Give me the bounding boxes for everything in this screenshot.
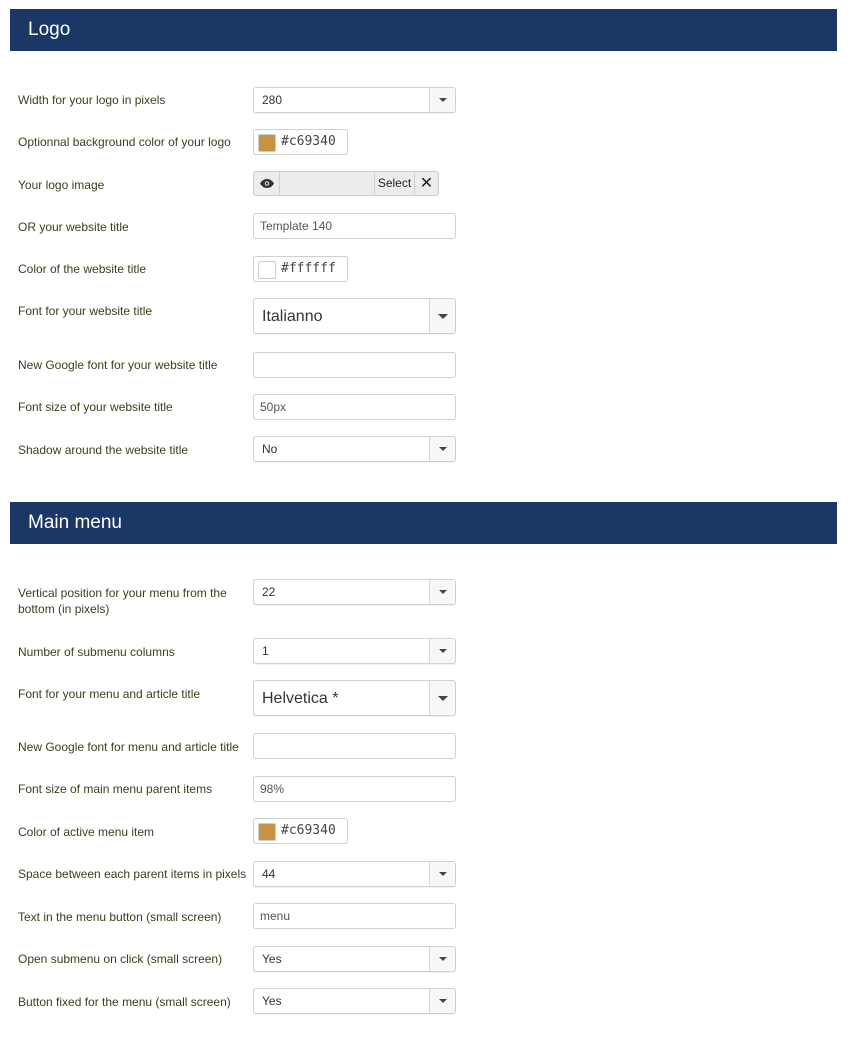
menu-google-font-label: New Google font for menu and article title <box>18 740 239 754</box>
logo-bg-color-row <box>18 129 838 155</box>
title-color-label: Color of the website title <box>18 262 147 276</box>
logo-width-select[interactable] <box>253 87 456 113</box>
submenu-on-click-label: Open submenu on click (small screen) <box>18 952 223 966</box>
parent-spacing-dropdown-toggle[interactable] <box>429 862 455 886</box>
menu-font-dropdown-toggle[interactable] <box>429 681 455 715</box>
active-color-value: #c69340 <box>281 823 336 838</box>
title-font-label: Font for your website title <box>18 304 153 318</box>
submenu-columns-dropdown-toggle[interactable] <box>429 639 455 663</box>
menu-font-select[interactable] <box>253 680 456 716</box>
caret-down-icon <box>438 696 448 701</box>
menu-vertical-position-value: 22 <box>262 585 276 599</box>
caret-down-icon <box>438 314 448 319</box>
button-fixed-dropdown-toggle[interactable] <box>429 989 455 1013</box>
title-color-value: #ffffff <box>281 261 336 276</box>
parent-font-size-label: Font size of main menu parent items <box>18 782 213 796</box>
eye-icon <box>260 179 274 188</box>
submenu-columns-label: Number of submenu columns <box>18 645 175 659</box>
menu-font-row <box>18 680 838 716</box>
button-fixed-label: Button fixed for the menu (small screen) <box>18 995 231 1009</box>
title-color-swatch[interactable] <box>258 261 276 279</box>
parent-spacing-label: Space between each parent items in pixels <box>18 867 247 881</box>
title-font-dropdown-toggle[interactable] <box>429 299 455 333</box>
active-color-label: Color of active menu item <box>18 825 155 839</box>
submenu-on-click-dropdown-toggle[interactable] <box>429 947 455 971</box>
menu-vertical-position-row <box>18 579 838 616</box>
caret-down-icon <box>439 590 447 594</box>
logo-width-value: 280 <box>262 93 283 107</box>
submenu-columns-value: 1 <box>262 644 269 658</box>
submenu-on-click-value: Yes <box>262 952 282 966</box>
caret-down-icon <box>439 999 447 1003</box>
logo-width-dropdown-toggle[interactable] <box>429 88 455 112</box>
logo-image-label: Your logo image <box>18 178 105 192</box>
submenu-on-click-select[interactable] <box>253 946 456 972</box>
parent-spacing-value: 44 <box>262 867 276 881</box>
logo-section-title: Logo <box>28 19 71 40</box>
title-shadow-dropdown-toggle[interactable] <box>429 437 455 461</box>
button-fixed-value: Yes <box>262 994 282 1008</box>
parent-spacing-select[interactable] <box>253 861 456 887</box>
caret-down-icon <box>439 98 447 102</box>
logo-image-row <box>18 171 838 196</box>
title-google-font-label: New Google font for your website title <box>18 358 218 372</box>
caret-down-icon <box>439 872 447 876</box>
logo-image-path <box>280 172 374 195</box>
button-fixed-row <box>18 988 838 1014</box>
caret-down-icon <box>439 957 447 961</box>
logo-section-header <box>10 9 837 51</box>
menu-google-font-input[interactable] <box>253 733 456 759</box>
title-font-row <box>18 298 838 334</box>
logo-bg-color-value: #c69340 <box>281 134 336 149</box>
submenu-columns-row <box>18 638 838 664</box>
logo-bg-color-swatch[interactable] <box>258 134 276 152</box>
menu-font-label: Font for your menu and article title <box>18 687 201 701</box>
logo-bg-color-label: Optionnal background color of your logo <box>18 135 231 149</box>
active-color-swatch[interactable] <box>258 823 276 841</box>
submenu-on-click-row <box>18 946 838 972</box>
site-title-label: OR your website title <box>18 220 129 234</box>
logo-bg-color-picker[interactable] <box>253 129 348 155</box>
title-google-font-input[interactable] <box>253 352 456 378</box>
active-color-row <box>18 818 838 844</box>
title-shadow-row <box>18 436 838 462</box>
logo-width-label: Width for your logo in pixels <box>18 93 166 107</box>
title-font-value: Italianno <box>262 308 323 325</box>
submenu-columns-select[interactable] <box>253 638 456 664</box>
title-shadow-label: Shadow around the website title <box>18 443 189 457</box>
menu-font-value: Helvetica * <box>262 690 339 707</box>
menu-vertical-position-label: Vertical position for your menu from the bottom (in pixels) <box>18 586 227 616</box>
caret-down-icon <box>439 447 447 451</box>
menu-button-text-input[interactable]: menu <box>253 903 456 929</box>
title-font-select[interactable] <box>253 298 456 334</box>
title-color-picker[interactable] <box>253 256 348 282</box>
title-font-size-input[interactable]: 50px <box>253 394 456 420</box>
parent-spacing-row <box>18 861 838 887</box>
active-color-picker[interactable] <box>253 818 348 844</box>
menu-vertical-position-dropdown-toggle[interactable] <box>429 580 455 604</box>
parent-font-size-input[interactable]: 98% <box>253 776 456 802</box>
menu-section-title: Main menu <box>28 512 122 533</box>
title-shadow-value: No <box>262 442 278 456</box>
caret-down-icon <box>439 649 447 653</box>
button-fixed-select[interactable] <box>253 988 456 1014</box>
logo-image-select-button[interactable]: Select <box>374 172 414 195</box>
site-title-input[interactable]: Template 140 <box>253 213 456 239</box>
title-shadow-select[interactable] <box>253 436 456 462</box>
logo-image-media-field <box>253 171 439 196</box>
title-font-size-label: Font size of your website title <box>18 400 173 414</box>
title-color-row <box>18 256 838 282</box>
menu-vertical-position-select[interactable] <box>253 579 456 605</box>
close-icon[interactable]: ✕ <box>414 172 438 195</box>
menu-button-text-label: Text in the menu button (small screen) <box>18 910 222 924</box>
logo-width-row <box>18 87 838 113</box>
menu-section-header <box>10 502 837 544</box>
logo-image-preview-button[interactable] <box>254 172 280 195</box>
